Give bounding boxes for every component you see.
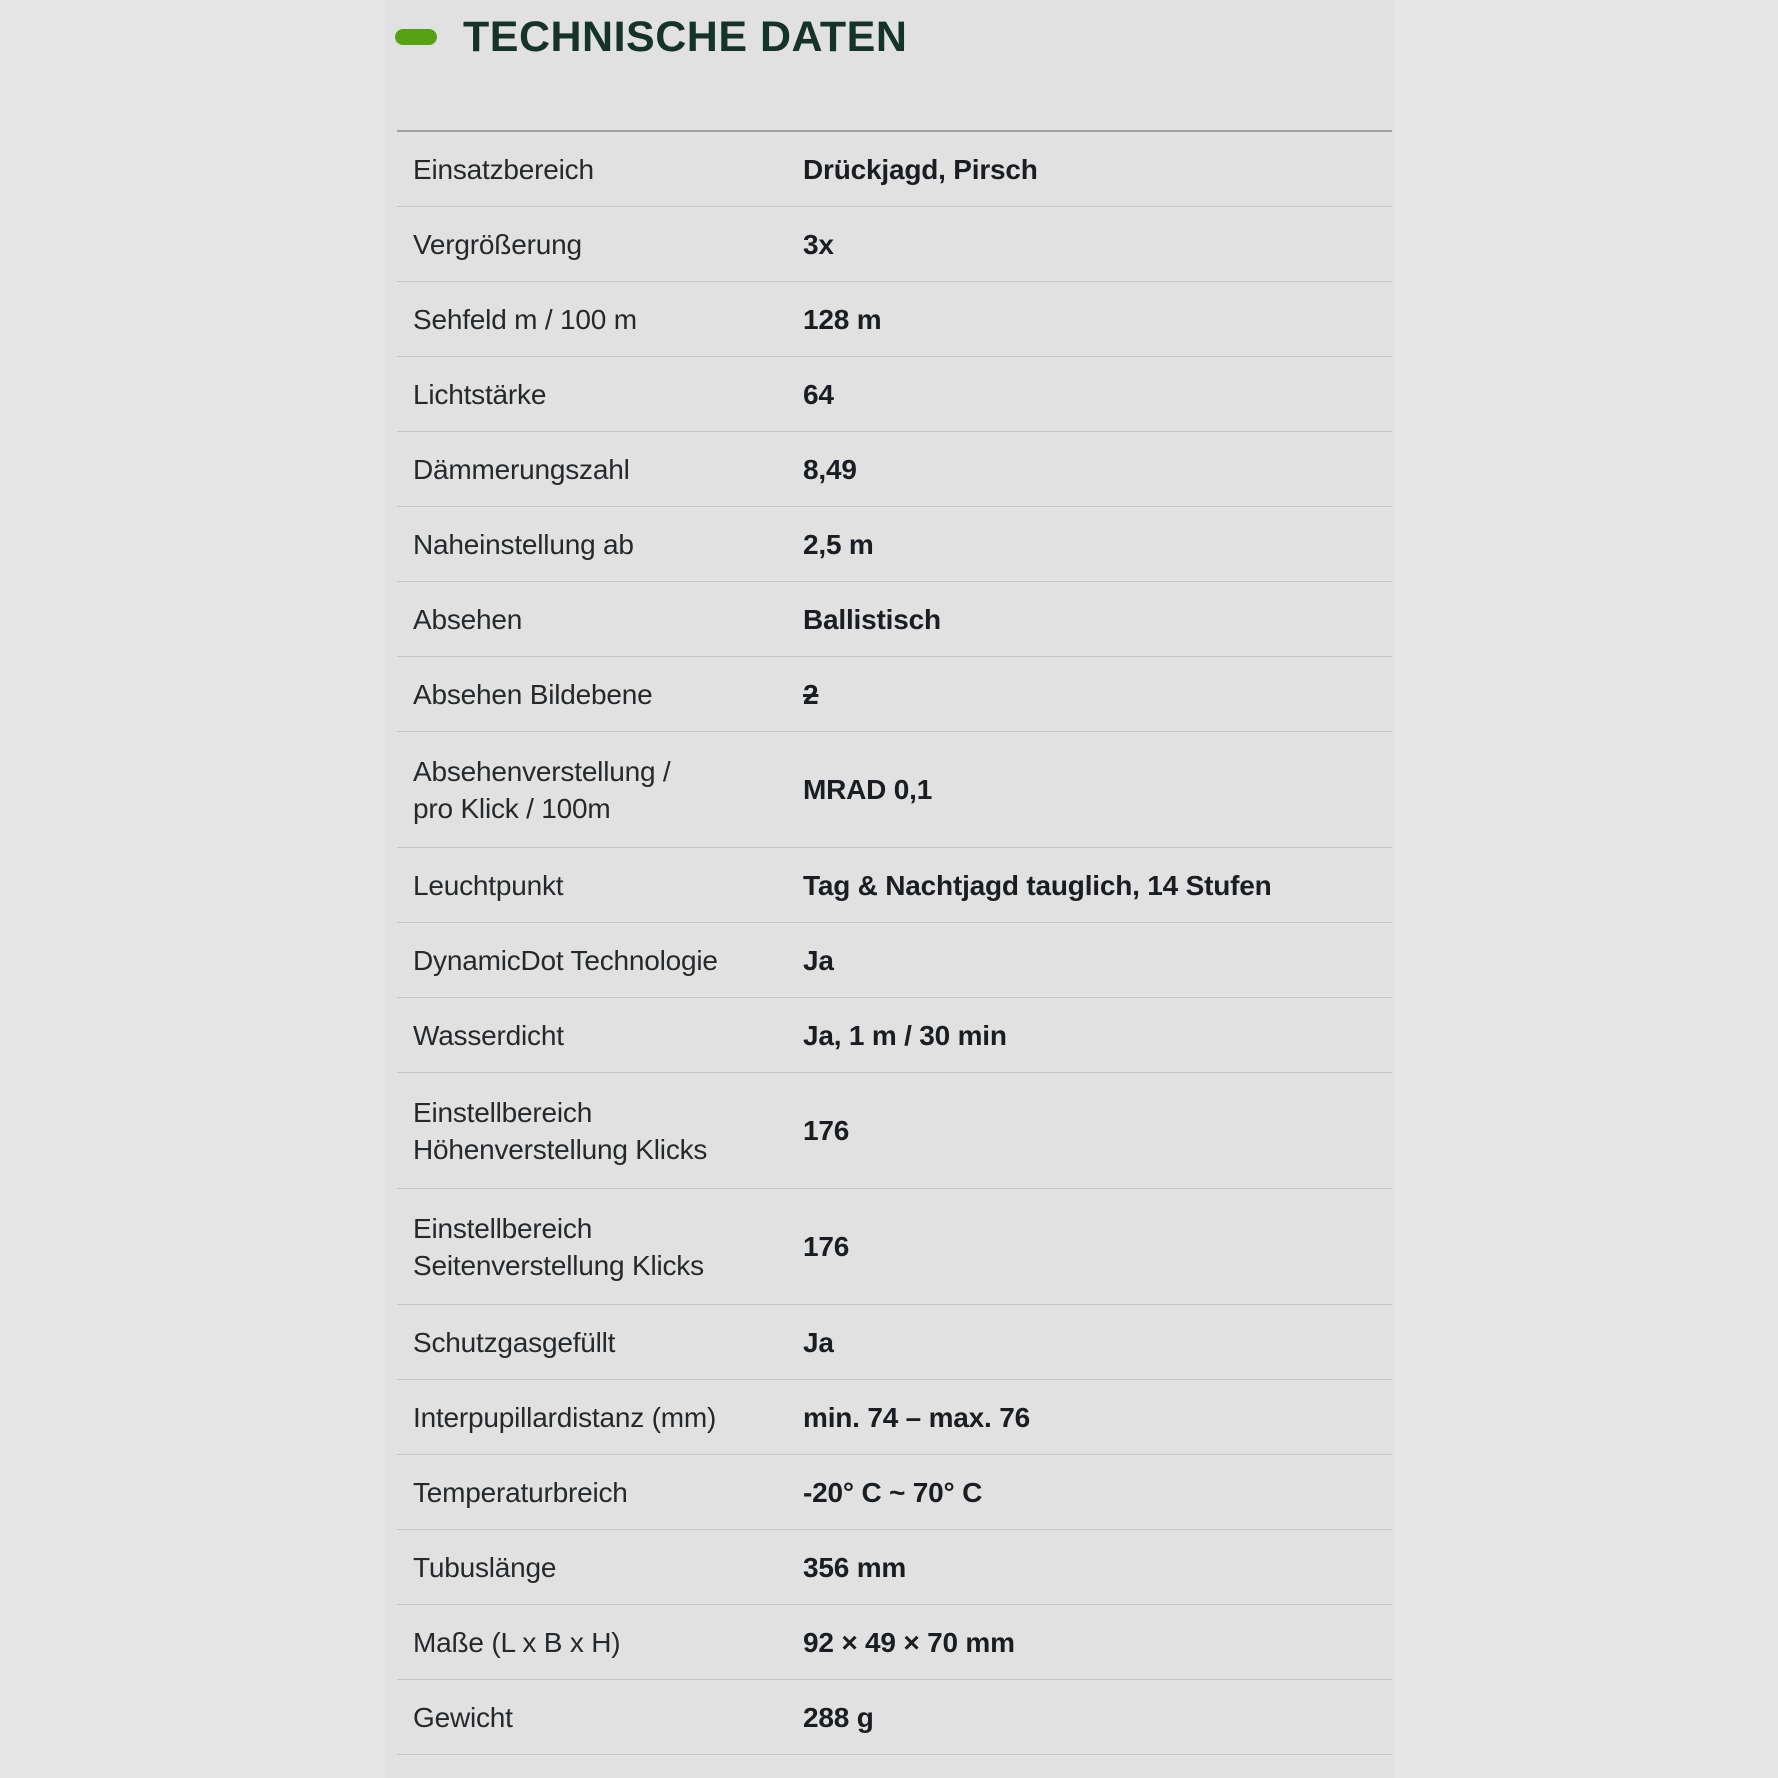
spec-value: 128 m: [803, 303, 882, 335]
spec-label: Vergrößerung: [413, 228, 582, 260]
spec-label: Lichtstärke: [413, 378, 547, 410]
spec-value: 356 mm: [803, 1551, 907, 1583]
spec-label: Einsatzbereich: [413, 153, 594, 185]
spec-value: 64: [803, 378, 834, 410]
spec-value: MRAD 0,1: [803, 774, 933, 805]
table-row: [397, 1530, 1392, 1605]
table-row: [397, 1455, 1392, 1530]
spec-value: Drückjagd, Pirsch: [803, 153, 1038, 185]
dash-icon: [395, 29, 437, 45]
spec-value: -20° C ~ 70° C: [803, 1476, 983, 1508]
spec-value: min. 74 – max. 76: [803, 1401, 1030, 1433]
spec-value-strikethrough: 2: [803, 678, 819, 710]
table-row: [397, 732, 1392, 848]
table-row: [397, 1605, 1392, 1680]
spec-value: 288 g: [803, 1701, 874, 1733]
spec-label: Gewicht: [413, 1701, 513, 1733]
spec-label: Temperaturbreich: [413, 1476, 628, 1508]
section-header: [385, 0, 1395, 130]
spec-label: Maße (L x B x H): [413, 1626, 621, 1658]
table-row: [397, 1073, 1392, 1189]
table-row: [397, 923, 1392, 998]
table-row: [397, 507, 1392, 582]
spec-label: Schutzgasgefüllt: [413, 1326, 616, 1358]
table-row: [397, 848, 1392, 923]
spec-label: Interpupillardistanz (mm): [413, 1401, 717, 1433]
spec-value: 8,49: [803, 453, 857, 485]
table-row: [397, 432, 1392, 507]
section-title: TECHNISCHE DATEN: [463, 13, 908, 61]
table-row: [397, 998, 1392, 1073]
spec-label: Leuchtpunkt: [413, 869, 564, 901]
spec-value: Ja: [803, 944, 834, 976]
spec-label: Absehenverstellung / pro Klick / 100m: [413, 755, 671, 824]
table-row: [397, 657, 1392, 732]
table-row: [397, 1380, 1392, 1455]
table-row: [397, 282, 1392, 357]
spec-value: Ballistisch: [803, 603, 941, 635]
table-row: [397, 207, 1392, 282]
spec-label: Sehfeld m / 100 m: [413, 303, 637, 335]
spec-label: Tubuslänge: [413, 1551, 557, 1583]
spec-label: DynamicDot Technologie: [413, 944, 718, 976]
spec-value: Tag & Nachtjagd tauglich, 14 Stufen: [803, 869, 1272, 901]
table-row: [397, 357, 1392, 432]
spec-label: Absehen: [413, 603, 523, 635]
table-row: [397, 1680, 1392, 1755]
spec-label: Absehen Bildebene: [413, 678, 653, 710]
spec-label: Wasserdicht: [413, 1019, 564, 1051]
table-row: [397, 582, 1392, 657]
spec-value: Ja: [803, 1326, 834, 1358]
spec-value: 92 × 49 × 70 mm: [803, 1626, 1015, 1658]
technical-data-section: [385, 0, 1395, 1778]
spec-value: 176: [803, 1115, 850, 1146]
spec-label: Naheinstellung ab: [413, 528, 634, 560]
spec-table: [397, 130, 1392, 1755]
spec-value: 3x: [803, 228, 834, 260]
table-row: [397, 132, 1392, 207]
spec-label: Einstellbereich Höhenverstellung Klicks: [413, 1096, 708, 1165]
table-row: [397, 1305, 1392, 1380]
spec-value: 2,5 m: [803, 528, 874, 560]
spec-label: Dämmerungszahl: [413, 453, 630, 485]
spec-label: Einstellbereich Seitenverstellung Klicks: [413, 1212, 704, 1281]
spec-value: Ja, 1 m / 30 min: [803, 1019, 1007, 1051]
spec-value: 176: [803, 1231, 850, 1262]
table-row: [397, 1189, 1392, 1305]
